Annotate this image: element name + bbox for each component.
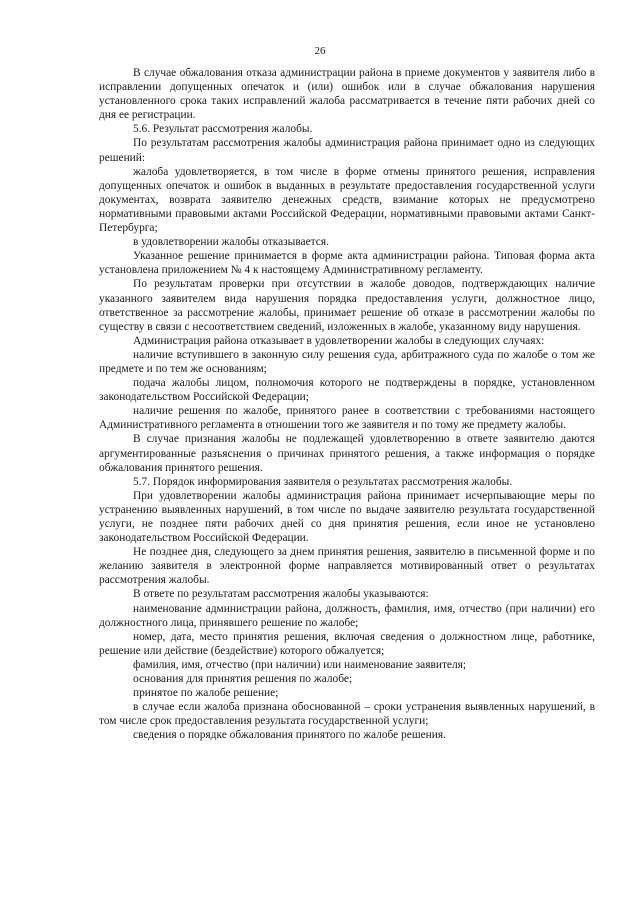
paragraph-response-item-decision: принятое по жалобе решение; bbox=[133, 687, 279, 700]
paragraph-refusal-case-authority: подача жалобы лицом, полномочия которого не подтверждены в порядке, установленном законодательством Российской Федерации; bbox=[99, 377, 595, 404]
paragraph-response-deadline: Не позднее дня, следующего за днем принятия решения, заявителю в письменной форме и по желанию заявителя в электронной форме направляется мотивированный ответ о результатах рассмотрения жалобы. bbox=[99, 546, 595, 587]
paragraph-response-contents-intro: В ответе по результатам рассмотрения жалобы указываются: bbox=[133, 588, 429, 601]
page-number: 26 bbox=[314, 45, 326, 57]
paragraph-decision-options-intro: По результатам рассмотрения жалобы администрация района принимает одно из следующих решений: bbox=[99, 137, 595, 164]
paragraph-response-item-administration: наименование администрации района, должность, фамилия, имя, отчество (при наличии) его должностного лица, принявшего решение по жалобе; bbox=[99, 602, 595, 629]
paragraph-response-item-appeal-procedure: сведения о порядке обжалования принятого по жалобе решения. bbox=[133, 729, 446, 742]
paragraph-decision-form: Указанное решение принимается в форме акта администрации района. Типовая форма акта установлена приложением № 4 к настоящему Административному регламенту. bbox=[99, 250, 595, 277]
paragraph-response-item-decision-details: номер, дата, место принятия решения, включая сведения о должностном лице, работнике, решение или действие (бездействие) которого обжалуется; bbox=[99, 630, 595, 657]
paragraph-response-item-applicant: фамилия, имя, отчество (при наличии) или наименование заявителя; bbox=[133, 658, 467, 671]
section-heading-5-6: 5.6. Результат рассмотрения жалобы. bbox=[133, 123, 313, 136]
paragraph-appeal-refusal-term: В случае обжалования отказа администрации района в приеме документов у заявителя либо в исправлении допущенных опечаток и (или) ошибок или в случае обжалования нарушения установленного срока таких исправлений жалоба рассматривается в течение пяти рабочих дней со дня ее регистрации. bbox=[99, 67, 595, 122]
paragraph-refusal-case-court: наличие вступившего в законную силу решения суда, арбитражного суда по жалобе о том же предмете и по тем же основаниям; bbox=[99, 348, 595, 375]
paragraph-response-item-deadlines: в случае если жалоба признана обоснованной – сроки устранения выявленных нарушений, в том числе срок предоставления результата государственной услуги; bbox=[99, 701, 595, 728]
paragraph-response-item-grounds: основания для принятия решения по жалобе; bbox=[133, 673, 353, 686]
paragraph-complaint-satisfied: жалоба удовлетворяется, в том числе в форме отмены принятого решения, исправления допущенных опечаток и ошибок в выданных в результате предоставления государственной услуги документах, возврата заявителю денежных средств, взимание которых не предусмотрено нормативными правовыми актами Российской Федерации, нормативными правовыми актами Санкт-Петербурга; bbox=[99, 165, 595, 235]
paragraph-complaint-rejected: в удовлетворении жалобы отказывается. bbox=[133, 236, 329, 249]
paragraph-refusal-to-consider: По результатам проверки при отсутствии в жалобе доводов, подтверждающих наличие указанного заявителем вида нарушения порядка предоставления услуги, должностное лицо, ответственное за рассмотрение жалобы, принимает решение об отказе в рассмотрении жалобы по существу в связи с несоответствием сведений, изложенных в жалобе, указанному виду нарушения. bbox=[99, 278, 595, 333]
document-body bbox=[99, 66, 595, 743]
paragraph-refusal-case-prior-decision: наличие решения по жалобе, принятого ранее в соответствии с требованиями настоящего Административного регламента в отношении того же заявителя и по тому же предмету жалобы. bbox=[99, 405, 595, 432]
paragraph-unfounded-explanations: В случае признания жалобы не подлежащей удовлетворению в ответе заявителю даются аргументированные разъяснения о причинах принятого решения, а также информация о порядке обжалования принятого решения. bbox=[99, 433, 595, 474]
paragraph-satisfaction-measures: При удовлетворении жалобы администрация района принимает исчерпывающие меры по устранению выявленных нарушений, в том числе по выдаче заявителю результата государственной услуги, не позднее пяти рабочих дней со дня принятия решения, если иное не установлено законодательством Российской Федерации. bbox=[99, 489, 595, 545]
paragraph-refusal-cases-intro: Администрация района отказывает в удовлетворении жалобы в следующих случаях: bbox=[133, 334, 545, 347]
section-heading-5-7: 5.7. Порядок информирования заявителя о результатах рассмотрения жалобы. bbox=[133, 475, 513, 488]
